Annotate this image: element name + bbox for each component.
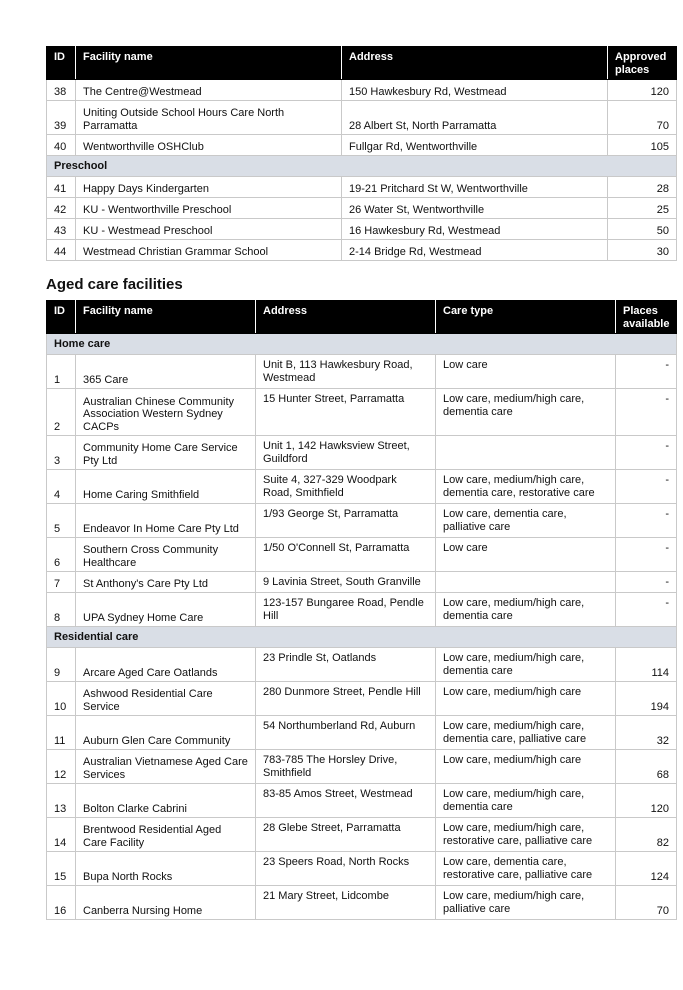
cell-id: 16	[47, 886, 76, 920]
table-row	[47, 135, 677, 156]
cell-care-type	[436, 436, 616, 470]
cell-id: 42	[47, 198, 76, 219]
table-row	[47, 648, 677, 682]
cell-places-available: 70	[616, 886, 677, 920]
cell-address: 150 Hawkesbury Rd, Westmead	[342, 80, 608, 101]
cell-places-available: -	[616, 504, 677, 538]
col-header-facility-name: Facility name	[76, 301, 256, 334]
col-header-address: Address	[256, 301, 436, 334]
cell-places-available: -	[616, 355, 677, 389]
cell-address: 54 Northumberland Rd, Auburn	[256, 716, 436, 750]
table-row	[47, 240, 677, 261]
cell-address: 21 Mary Street, Lidcombe	[256, 886, 436, 920]
table-row	[47, 682, 677, 716]
cell-facility-name: UPA Sydney Home Care	[76, 593, 256, 627]
cell-address: 19-21 Pritchard St W, Wentworthville	[342, 177, 608, 198]
col-header-facility-name: Facility name	[76, 47, 342, 80]
cell-address: Unit 1, 142 Hawksview Street, Guildford	[256, 436, 436, 470]
cell-facility-name: KU - Wentworthville Preschool	[76, 198, 342, 219]
cell-facility-name: Uniting Outside School Hours Care North Parramatta	[76, 101, 342, 135]
cell-facility-name: Canberra Nursing Home	[76, 886, 256, 920]
table-row	[47, 750, 677, 784]
cell-address: 16 Hawkesbury Rd, Westmead	[342, 219, 608, 240]
cell-address: Unit B, 113 Hawkesbury Road, Westmead	[256, 355, 436, 389]
cell-id: 12	[47, 750, 76, 784]
cell-id: 13	[47, 784, 76, 818]
cell-address: 28 Glebe Street, Parramatta	[256, 818, 436, 852]
table-row	[47, 818, 677, 852]
table-row	[47, 177, 677, 198]
cell-id: 39	[47, 101, 76, 135]
cell-address: 15 Hunter Street, Parramatta	[256, 389, 436, 436]
cell-address: 1/93 George St, Parramatta	[256, 504, 436, 538]
cell-places-available: 82	[616, 818, 677, 852]
table-row	[47, 198, 677, 219]
cell-places-available: 194	[616, 682, 677, 716]
cell-id: 1	[47, 355, 76, 389]
section-title: Aged care facilities	[46, 276, 183, 293]
cell-id: 5	[47, 504, 76, 538]
col-header-care-type: Care type	[436, 301, 616, 334]
cell-facility-name: Ashwood Residential Care Service	[76, 682, 256, 716]
col-header-address: Address	[342, 47, 608, 80]
cell-facility-name: Happy Days Kindergarten	[76, 177, 342, 198]
table-row	[47, 436, 677, 470]
cell-approved-places: 50	[608, 219, 677, 240]
group-label-preschool: Preschool	[47, 156, 677, 177]
cell-facility-name: 365 Care	[76, 355, 256, 389]
table-row	[47, 80, 677, 101]
cell-facility-name: Australian Vietnamese Aged Care Services	[76, 750, 256, 784]
cell-id: 6	[47, 538, 76, 572]
cell-care-type: Low care, medium/high care, dementia care, restorative care	[436, 470, 616, 504]
table-row	[47, 504, 677, 538]
cell-approved-places: 105	[608, 135, 677, 156]
cell-facility-name: Arcare Aged Care Oatlands	[76, 648, 256, 682]
table-row	[47, 389, 677, 436]
cell-id: 7	[47, 572, 76, 593]
cell-id: 11	[47, 716, 76, 750]
table-row	[47, 355, 677, 389]
cell-facility-name: The Centre@Westmead	[76, 80, 342, 101]
cell-facility-name: Westmead Christian Grammar School	[76, 240, 342, 261]
col-header-id: ID	[47, 47, 76, 80]
cell-id: 10	[47, 682, 76, 716]
cell-id: 40	[47, 135, 76, 156]
table-row	[47, 572, 677, 593]
table-row	[47, 101, 677, 135]
col-header-id: ID	[47, 301, 76, 334]
cell-address: Suite 4, 327-329 Woodpark Road, Smithfield	[256, 470, 436, 504]
cell-facility-name: KU - Westmead Preschool	[76, 219, 342, 240]
col-header-places-available: Places available	[616, 301, 677, 334]
cell-care-type: Low care, medium/high care, restorative care, palliative care	[436, 818, 616, 852]
cell-approved-places: 70	[608, 101, 677, 135]
cell-facility-name: Home Caring Smithfield	[76, 470, 256, 504]
cell-places-available: -	[616, 389, 677, 436]
table-row	[47, 538, 677, 572]
cell-care-type: Low care, medium/high care	[436, 682, 616, 716]
cell-places-available: -	[616, 470, 677, 504]
cell-places-available: 32	[616, 716, 677, 750]
cell-places-available: -	[616, 436, 677, 470]
table-row	[47, 716, 677, 750]
cell-address: 9 Lavinia Street, South Granville	[256, 572, 436, 593]
cell-address: 783-785 The Horsley Drive, Smithfield	[256, 750, 436, 784]
cell-id: 41	[47, 177, 76, 198]
cell-address: 23 Speers Road, North Rocks	[256, 852, 436, 886]
cell-care-type: Low care, dementia care, palliative care	[436, 504, 616, 538]
cell-address: 28 Albert St, North Parramatta	[342, 101, 608, 135]
cell-id: 9	[47, 648, 76, 682]
cell-places-available: -	[616, 572, 677, 593]
cell-care-type: Low care, medium/high care, dementia care	[436, 389, 616, 436]
table-row	[47, 470, 677, 504]
cell-places-available: 114	[616, 648, 677, 682]
cell-care-type: Low care, medium/high care	[436, 750, 616, 784]
cell-facility-name: Australian Chinese Community Association Western Sydney CACPs	[76, 389, 256, 436]
cell-address: 280 Dunmore Street, Pendle Hill	[256, 682, 436, 716]
cell-id: 43	[47, 219, 76, 240]
cell-address: Fullgar Rd, Wentworthville	[342, 135, 608, 156]
cell-id: 15	[47, 852, 76, 886]
cell-id: 8	[47, 593, 76, 627]
group-label-residential-care: Residential care	[47, 627, 677, 648]
cell-address: 26 Water St, Wentworthville	[342, 198, 608, 219]
cell-facility-name: Wentworthville OSHClub	[76, 135, 342, 156]
cell-facility-name: Community Home Care Service Pty Ltd	[76, 436, 256, 470]
cell-care-type: Low care, medium/high care, dementia care, palliative care	[436, 716, 616, 750]
cell-care-type: Low care, medium/high care, dementia care	[436, 784, 616, 818]
cell-facility-name: St Anthony's Care Pty Ltd	[76, 572, 256, 593]
group-label-home-care: Home care	[47, 334, 677, 355]
cell-places-available: -	[616, 593, 677, 627]
cell-care-type: Low care	[436, 538, 616, 572]
table-row	[47, 593, 677, 627]
col-header-approved-places: Approved places	[608, 47, 677, 80]
aged-care-table	[46, 300, 677, 920]
cell-places-available: 120	[616, 784, 677, 818]
cell-care-type: Low care, dementia care, restorative care, palliative care	[436, 852, 616, 886]
cell-address: 2-14 Bridge Rd, Westmead	[342, 240, 608, 261]
cell-approved-places: 30	[608, 240, 677, 261]
cell-id: 4	[47, 470, 76, 504]
cell-facility-name: Bupa North Rocks	[76, 852, 256, 886]
cell-id: 3	[47, 436, 76, 470]
cell-address: 83-85 Amos Street, Westmead	[256, 784, 436, 818]
cell-facility-name: Bolton Clarke Cabrini	[76, 784, 256, 818]
cell-approved-places: 25	[608, 198, 677, 219]
cell-places-available: 68	[616, 750, 677, 784]
cell-approved-places: 120	[608, 80, 677, 101]
cell-places-available: -	[616, 538, 677, 572]
cell-id: 2	[47, 389, 76, 436]
table-row	[47, 852, 677, 886]
childcare-table	[46, 46, 677, 261]
cell-care-type: Low care	[436, 355, 616, 389]
cell-facility-name: Southern Cross Community Healthcare	[76, 538, 256, 572]
table-row	[47, 886, 677, 920]
cell-care-type: Low care, medium/high care, dementia care	[436, 648, 616, 682]
table-row	[47, 219, 677, 240]
cell-address: 123-157 Bungaree Road, Pendle Hill	[256, 593, 436, 627]
cell-care-type: Low care, medium/high care, palliative care	[436, 886, 616, 920]
cell-address: 1/50 O'Connell St, Parramatta	[256, 538, 436, 572]
cell-id: 44	[47, 240, 76, 261]
cell-places-available: 124	[616, 852, 677, 886]
table-row	[47, 784, 677, 818]
cell-care-type	[436, 572, 616, 593]
cell-id: 38	[47, 80, 76, 101]
cell-care-type: Low care, medium/high care, dementia care	[436, 593, 616, 627]
cell-approved-places: 28	[608, 177, 677, 198]
cell-address: 23 Prindle St, Oatlands	[256, 648, 436, 682]
cell-id: 14	[47, 818, 76, 852]
cell-facility-name: Brentwood Residential Aged Care Facility	[76, 818, 256, 852]
cell-facility-name: Auburn Glen Care Community	[76, 716, 256, 750]
cell-facility-name: Endeavor In Home Care Pty Ltd	[76, 504, 256, 538]
